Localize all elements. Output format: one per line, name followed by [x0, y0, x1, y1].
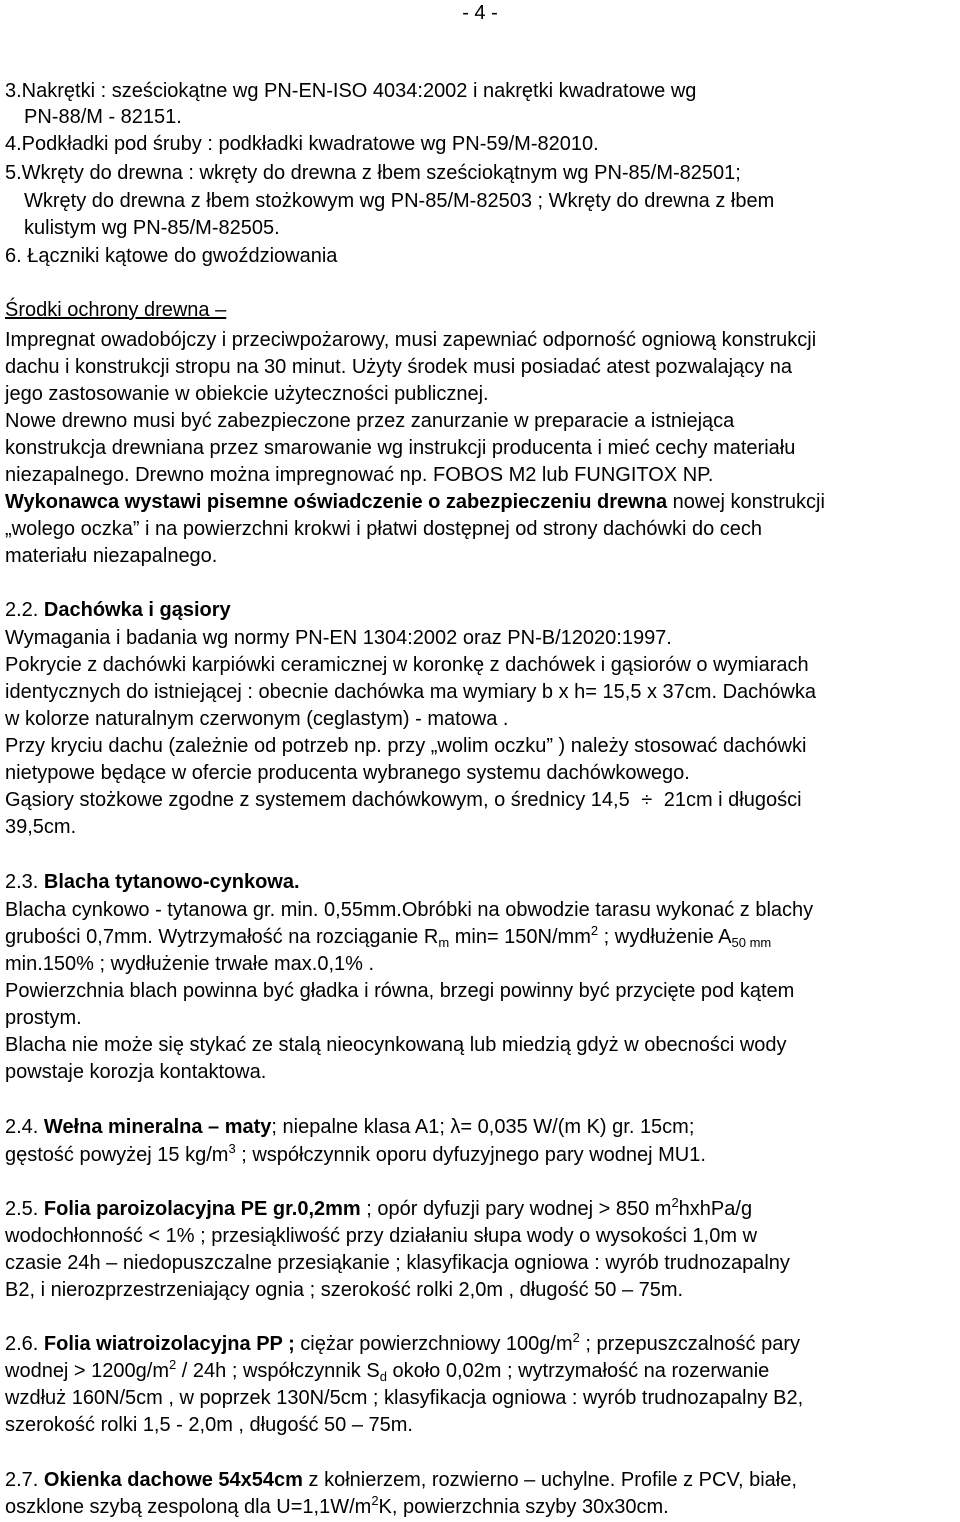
section-2-4-title: Wełna mineralna – maty — [43, 1116, 272, 1138]
s26-line-2 — [5, 1358, 769, 1386]
s23-line-1: Blacha cynkowo - tytanowa gr. min. 0,55mm.Obróbki na obwodzie tarasu wykonać z blachy — [5, 899, 814, 921]
srodki-line-8: „wolego oczka” i na powierzchni krokwi i płatwi dostępnej od strony dachówki do cech — [5, 518, 763, 540]
section-2-7-title: Okienka dachowe 54x54cm — [43, 1469, 303, 1491]
section-2-2-title: Dachówka i gąsiory — [43, 599, 231, 621]
s26-line-2c: około 0,02m ; wytrzymałość na rozerwanie — [386, 1360, 770, 1382]
s24-line-1-rest: ; niepalne klasa A1; λ= 0,035 W/(m K) gr. 15cm; — [271, 1116, 695, 1138]
s23-line-3: min.150% ; wydłużenie trwałe max.0,1% . — [5, 953, 375, 975]
s25-line-2: wodochłonność < 1% ; przesiąkliwość przy działaniu słupa wody o wysokości 1,0m w — [5, 1225, 758, 1247]
s22-line-7b: 21cm i długości — [663, 789, 802, 811]
s22-line-7a: Gąsiory stożkowe zgodne z systemem dachówkowym, o średnicy 14,5 — [5, 789, 630, 811]
s23-line-4: Powierzchnia blach powinna być gładka i równa, brzegi powinny być przycięte pod kątem — [5, 980, 795, 1002]
section-2-6-heading — [5, 1331, 800, 1359]
s22-line-7 — [5, 787, 802, 813]
s24-line-2a: gęstość powyżej 15 kg/m — [5, 1144, 229, 1166]
s27-line-2b: K, powierzchnia szyby 30x30cm. — [378, 1496, 669, 1518]
list-item-6: 6. Łączniki kątowe do gwoździowania — [5, 245, 338, 267]
subscript-50mm: 50 mm — [731, 935, 772, 950]
section-2-5-heading — [5, 1196, 752, 1224]
superscript-3: 3 — [228, 1141, 236, 1156]
page-number: - 4 - — [462, 2, 498, 24]
srodki-line-7-rest: nowej konstrukcji — [667, 491, 825, 513]
section-2-5-number: 2.5. — [5, 1198, 44, 1220]
srodki-line-4: Nowe drewno musi być zabezpieczone przez zanurzanie w preparacie a istniejąca — [5, 410, 735, 432]
superscript-2: 2 — [371, 1493, 379, 1508]
section-2-4-number: 2.4. — [5, 1116, 44, 1138]
s25-line-1-rest: ; opór dyfuzji pary wodnej > 850 m — [360, 1198, 672, 1220]
s22-line-5: Przy kryciu dachu (zależnie od potrzeb np. przy „wolim oczku” ) należy stosować dachówki — [5, 735, 807, 757]
section-2-4-heading — [5, 1114, 694, 1140]
s24-line-2b: ; współczynnik oporu dyfuzyjnego pary wodnej MU1. — [235, 1144, 706, 1166]
s24-line-2 — [5, 1142, 706, 1170]
superscript-2: 2 — [590, 923, 599, 938]
s25-line-1-end: hxhPa/g — [678, 1198, 753, 1220]
section-2-5-title: Folia paroizolacyjna PE gr.0,2mm — [43, 1198, 361, 1220]
s23-line-6: Blacha nie może się stykać ze stalą nieocynkowaną lub miedzią gdyż w obecności wody — [5, 1034, 787, 1056]
subscript-m: m — [438, 935, 450, 950]
list-item-5-line-3: kulistym wg PN-85/M-82505. — [24, 217, 280, 239]
s22-line-8: 39,5cm. — [5, 816, 77, 838]
list-item-5-line-1: 5.Wkręty do drewna : wkręty do drewna z łbem sześciokątnym wg PN-85/M-82501; — [5, 162, 741, 184]
superscript-2: 2 — [169, 1357, 177, 1372]
section-2-3-heading — [5, 869, 300, 895]
s25-line-4: B2, i nierozprzestrzeniający ognia ; szerokość rolki 2,0m , długość 50 – 75m. — [5, 1279, 684, 1301]
section-2-2-heading — [5, 597, 231, 623]
srodki-line-7 — [5, 489, 825, 515]
s23-line-2 — [5, 924, 771, 952]
contractor-statement-bold: Wykonawca wystawi pisemne oświadczenie o zabezpieczeniu drewna — [5, 491, 668, 513]
superscript-2: 2 — [572, 1330, 580, 1345]
section-2-3-title: Blacha tytanowo-cynkowa. — [43, 871, 300, 893]
s26-line-3: wzdłuż 160N/5cm , w poprzek 130N/5cm ; klasyfikacja ogniowa : wyrób trudnozapalny B2, — [5, 1387, 804, 1409]
range-sign-icon: ÷ — [641, 789, 653, 811]
subscript-d: d — [379, 1369, 387, 1384]
section-2-3-number: 2.3. — [5, 871, 44, 893]
srodki-line-1: Impregnat owadobójczy i przeciwpożarowy, musi zapewniać odporność ogniową konstrukcji — [5, 329, 817, 351]
s22-line-1: Wymagania i badania wg normy PN-EN 1304:2002 oraz PN-B/12020:1997. — [5, 627, 672, 649]
section-2-7-number: 2.7. — [5, 1469, 44, 1491]
s26-line-4: szerokość rolki 1,5 - 2,0m , długość 50 – 75m. — [5, 1414, 413, 1436]
list-item-4: 4.Podkładki pod śruby : podkładki kwadratowe wg PN-59/M-82010. — [5, 133, 599, 155]
section-heading-srodki — [5, 297, 226, 323]
s22-line-2: Pokrycie z dachówki karpiówki ceramicznej w koronkę z dachówek i gąsiorów o wymiarach — [5, 654, 809, 676]
s23-line-7: powstaje korozja kontaktowa. — [5, 1061, 267, 1083]
srodki-line-6: niezapalnego. Drewno można impregnować np. FOBOS M2 lub FUNGITOX NP. — [5, 464, 714, 486]
superscript-2: 2 — [671, 1195, 679, 1210]
s27-line-2 — [5, 1494, 669, 1522]
list-item-5-line-2: Wkręty do drewna z łbem stożkowym wg PN-85/M-82503 ; Wkręty do drewna z łbem — [24, 190, 775, 212]
s26-line-1-rest: ciężar powierzchniowy 100g/m — [294, 1333, 573, 1355]
s23-line-2c: ; wydłużenie A — [598, 926, 732, 948]
s26-line-2a: wodnej > 1200g/m — [5, 1360, 170, 1382]
s23-line-2a: grubości 0,7mm. Wytrzymałość na rozciąganie R — [5, 926, 439, 948]
srodki-line-5: konstrukcja drewniana przez smarowanie wg instrukcji producenta i mieć cechy materiału — [5, 437, 796, 459]
srodki-line-9: materiału niezapalnego. — [5, 545, 218, 567]
list-item-3-line-1: 3.Nakrętki : sześciokątne wg PN-EN-ISO 4034:2002 i nakrętki kwadratowe wg — [5, 80, 697, 102]
s26-line-1-end: ; przepuszczalność pary — [579, 1333, 800, 1355]
list-item-3-line-2: PN-88/M - 82151. — [24, 106, 182, 128]
s27-line-1-rest: z kołnierzem, rozwierno – uchylne. Profile z PCV, białe, — [302, 1469, 797, 1491]
section-2-2-number: 2.2. — [5, 599, 44, 621]
section-2-6-title: Folia wiatroizolacyjna PP ; — [43, 1333, 295, 1355]
s23-line-2b: min= 150N/mm — [449, 926, 591, 948]
srodki-line-3: jego zastosowanie w obiekcie użyteczności publicznej. — [5, 383, 489, 405]
s27-line-2a: oszklone szybą zespoloną dla U=1,1W/m — [5, 1496, 372, 1518]
s22-line-3: identycznych do istniejącej : obecnie dachówka ma wymiary b x h= 15,5 x 37cm. Dachówka — [5, 681, 816, 703]
section-2-7-heading — [5, 1467, 797, 1493]
srodki-heading-text: Środki ochrony drewna – — [5, 299, 227, 321]
s25-line-3: czasie 24h – niedopuszczalne przesiąkanie ; klasyfikacja ogniowa : wyrób trudnozapalny — [5, 1252, 790, 1274]
s22-line-4: w kolorze naturalnym czerwonym (ceglastym) - matowa . — [5, 708, 509, 730]
s26-line-2b: / 24h ; współczynnik S — [176, 1360, 380, 1382]
s22-line-6: nietypowe będące w ofercie producenta wybranego systemu dachówkowego. — [5, 762, 690, 784]
section-2-6-number: 2.6. — [5, 1333, 44, 1355]
srodki-line-2: dachu i konstrukcji stropu na 30 minut. Użyty środek musi posiadać atest pozwalający na — [5, 356, 793, 378]
s23-line-5: prostym. — [5, 1007, 82, 1029]
